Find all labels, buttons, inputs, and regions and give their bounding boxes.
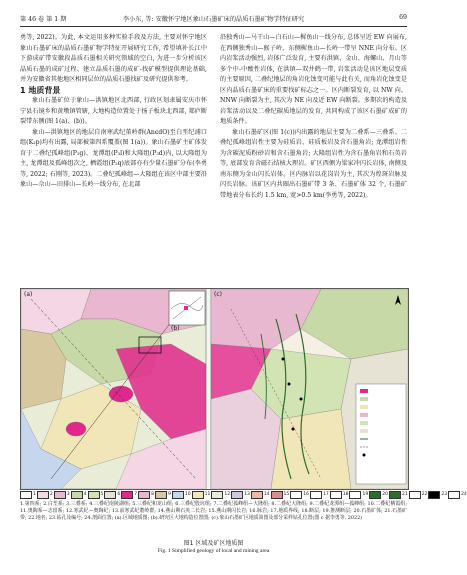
paragraph: 勇等, 2022)。为此, 本文运用多种实验手段及方法, 主要对怀宁地区象山石墨矿床的晶质石墨矿物学特征开展研究工作, 希望填补长江中下游成矿带安徽段晶质石墨相关研究领域的空白, 为进一步分析该区晶质石墨的成矿过程、建立晶质石墨的成矿-找矿模型提供理论基础, 并为安徽省其他地区相同层位的晶质石墨找矿及研究提供参考。 bbox=[20, 34, 207, 83]
legend-swatch bbox=[71, 491, 83, 499]
legend-swatch bbox=[251, 491, 263, 499]
page-number: 69 bbox=[399, 14, 407, 21]
legend-item bbox=[20, 490, 36, 499]
legend-item bbox=[37, 490, 53, 499]
legend-item bbox=[104, 490, 120, 499]
legend-number: 13 bbox=[244, 492, 250, 497]
legend-swatch bbox=[290, 491, 302, 499]
panel-label-c: (c) bbox=[214, 291, 222, 298]
legend-number: 4 bbox=[83, 492, 87, 497]
legend-swatch bbox=[192, 491, 204, 499]
legend-item bbox=[409, 490, 428, 499]
legend-number: 10 bbox=[184, 492, 191, 497]
legend-number: 14 bbox=[263, 492, 270, 497]
paragraph: 沿独秀山—马干山—白石山—樨鱼山一线分布, 总体呈近 EW 向展布, 在西侧独秀山—猴子岭、东侧樨鱼山—长岭一带呈 NNE 向分布。区内岩浆活动强烈, 岩体广泛发育, 主要有洪镇、金山、海螺山、月山等多个中-中酸性岩体, 在洪镇—双井鹤一带, 岩浆活动是该区地层变质的主要原因, 二叠纪地层的角岩化蚀变可能与此有关, 而角岩化蚀变是区内晶质石墨矿床的重要找矿标志之一。区内断裂发育, 以 NW 向、NNW 向断裂为主, 其次为 NE 向及近 EW 向断裂。多期次的构造及岩浆活动以及二叠纪碳质地层的发育, 共同构成了该区石墨矿成矿的地质条件。 bbox=[220, 34, 407, 125]
legend-swatch bbox=[138, 491, 150, 499]
panel-label-b: (b) bbox=[171, 325, 180, 332]
legend-swatch bbox=[389, 491, 401, 499]
legend-number: 1 bbox=[33, 492, 36, 497]
legend-item bbox=[349, 490, 368, 499]
legend-number: 21 bbox=[401, 492, 408, 497]
legend-number: 22 bbox=[421, 492, 428, 497]
left-column bbox=[20, 33, 207, 191]
figure-caption-en: Fig. 1 Simplified geology of local and mining area bbox=[157, 548, 270, 554]
legend-swatch bbox=[211, 491, 223, 499]
legend-swatch bbox=[88, 491, 100, 499]
legend-swatch bbox=[231, 491, 243, 499]
legend-number: 11 bbox=[204, 492, 211, 497]
journal-volume: 第 46 卷 第 1 期 bbox=[20, 16, 67, 23]
legend-swatch bbox=[37, 491, 49, 499]
legend-item bbox=[121, 490, 137, 499]
legend-swatch bbox=[121, 491, 133, 499]
legend-swatch bbox=[20, 491, 32, 499]
right-column bbox=[220, 33, 407, 201]
legend-item bbox=[211, 490, 230, 499]
section-heading: 1 地质背景 bbox=[20, 85, 61, 95]
legend-item bbox=[155, 490, 171, 499]
legend-swatch bbox=[428, 491, 440, 499]
legend-number: 24 bbox=[461, 492, 467, 497]
legend-item bbox=[138, 490, 154, 499]
legend-number: 7 bbox=[134, 492, 138, 497]
legend-item bbox=[71, 490, 87, 499]
running-header bbox=[20, 12, 407, 27]
legend-number: 5 bbox=[100, 492, 104, 497]
legend-swatch bbox=[310, 491, 322, 499]
legend-number: 9 bbox=[168, 492, 171, 497]
legend-item bbox=[251, 490, 270, 499]
paragraph: 象山—洪镇地区的地层自南寒武纪董岭群(AnϵdO)至白垩纪浦口组(K₂p)均有出露, 局部被第四系覆盖(图 1(a))。象山石墨矿主矿体发育于二叠纪孤峰组(P₂g)、龙潭组(P₃l)和大隆组(P₃d)内, 以大隆组为主, 龙潭组及孤峰组次之, 栖霞组(P₂q)底部亦有少量石墨矿分布(李勇等, 2022; 石刚等, 2023)。二叠纪孤峰组—大隆组在该区中部主要沿象山—佘山—田排山—长岭一线分布, 在北部 bbox=[20, 128, 207, 188]
legend-swatch bbox=[172, 491, 184, 499]
legend-item bbox=[428, 490, 447, 499]
legend-swatch bbox=[349, 491, 361, 499]
legend-number: 8 bbox=[151, 492, 154, 497]
tectonic-inset-panel bbox=[169, 291, 205, 325]
legend-item bbox=[192, 490, 211, 499]
legend-item bbox=[54, 490, 70, 499]
geologic-map-figure bbox=[20, 288, 409, 490]
legend-item bbox=[88, 490, 104, 499]
legend-item bbox=[290, 490, 309, 499]
figure-legend bbox=[20, 490, 467, 499]
legend-number: 6 bbox=[117, 492, 121, 497]
legend-item bbox=[389, 490, 408, 499]
legend-item bbox=[271, 490, 290, 499]
legend-number: 20 bbox=[382, 492, 388, 497]
legend-swatch bbox=[271, 491, 283, 499]
legend-swatch bbox=[409, 491, 421, 499]
legend-number: 15 bbox=[283, 492, 290, 497]
legend-number: 18 bbox=[342, 492, 349, 497]
legend-number: 23 bbox=[441, 492, 448, 497]
legend-swatch bbox=[330, 491, 342, 499]
legend-number: 3 bbox=[66, 492, 70, 497]
legend-swatch bbox=[54, 491, 66, 499]
figure-caption-cn: 图1 区域及矿区地质图 bbox=[183, 540, 244, 547]
geologic-map-svg bbox=[21, 289, 408, 489]
legend-swatch bbox=[155, 491, 167, 499]
legend-number: 2 bbox=[49, 492, 53, 497]
paragraph: 象山石墨矿位于象山—洪镇地区北西部, 行政区划隶属安庆市怀宁县石镜乡和黄墩镇管辖, 大地构造位置处于扬子板块北西部, 郯庐断裂带东侧(图 1(a)、(b))。 bbox=[20, 97, 207, 125]
legend-swatch bbox=[448, 491, 460, 499]
legend-number: 19 bbox=[362, 492, 369, 497]
legend-swatch bbox=[369, 491, 381, 499]
legend-item bbox=[172, 490, 191, 499]
legend-number: 16 bbox=[303, 492, 310, 497]
running-title: 李小东, 等: 安徽怀宁地区象山石墨矿床的晶质石墨矿物学特征研究 bbox=[122, 16, 305, 23]
legend-item bbox=[448, 490, 467, 499]
legend-number: 17 bbox=[323, 492, 329, 497]
paragraph: 象山石墨矿区(图 1(c))内出露的地层主要为二叠系—三叠系。二叠纪孤峰组岩性主要为硅质岩、硅质板岩及含石墨角岩; 龙潭组岩性为含碳泥质粉砂岩和含石墨角岩; 大隆组岩性为含石墨角岩和石英岩等, 底部发育含磁石结核大理岩。矿区西侧为梁家冲闪长岩体, 南侧及南东侧为金山闪长岩体。区内脉岩以花岗岩为主, 其次为煌斑岩脉及闪长岩脉。该矿区内共圈出石墨矿带 3 条、石墨矿体 32 个, 石墨矿带地表分布长约 1.5 km, 宽>0.5 km(李勇等, 2022)。 bbox=[220, 128, 407, 199]
legend-item bbox=[310, 490, 329, 499]
figure-legend-note: 1.第四系; 2.白垩系; 3.三叠系; 4.三叠纪南陵湖组; 5.三叠纪和龙山组; 6.三叠纪殷坑组; 7.二叠纪孤峰组—大隆组; 8.二叠纪大隆组; 9.二叠纪龙潭组—孤峰组; 10.二叠纪栖霞组; 11.奥陶系—志留系; 12.寒武纪—奥陶纪; 13.前寒武纪董岭群; 14.燕山期石英二长岩; 15.燕山期闪长岩; 16.脉岩; 17.地质界线; 18.断层; 19.推测断层; 20.石墨矿体; 21.石墨矿带; 22.地名; 23.钻孔及编号; 24.剖面位置; (a).区域地质图; (b).研究区大地构造位置图; (c).象山石墨矿区地质简图及部分采样钻孔位置(图 c 据李勇等, 2022) bbox=[20, 501, 407, 521]
legend-number: 12 bbox=[224, 492, 231, 497]
legend-item bbox=[369, 490, 388, 499]
legend-swatch bbox=[104, 491, 116, 499]
legend-item bbox=[330, 490, 349, 499]
legend-item bbox=[231, 490, 250, 499]
panel-label-a: (a) bbox=[24, 291, 33, 298]
mining-area-panel bbox=[211, 289, 408, 489]
